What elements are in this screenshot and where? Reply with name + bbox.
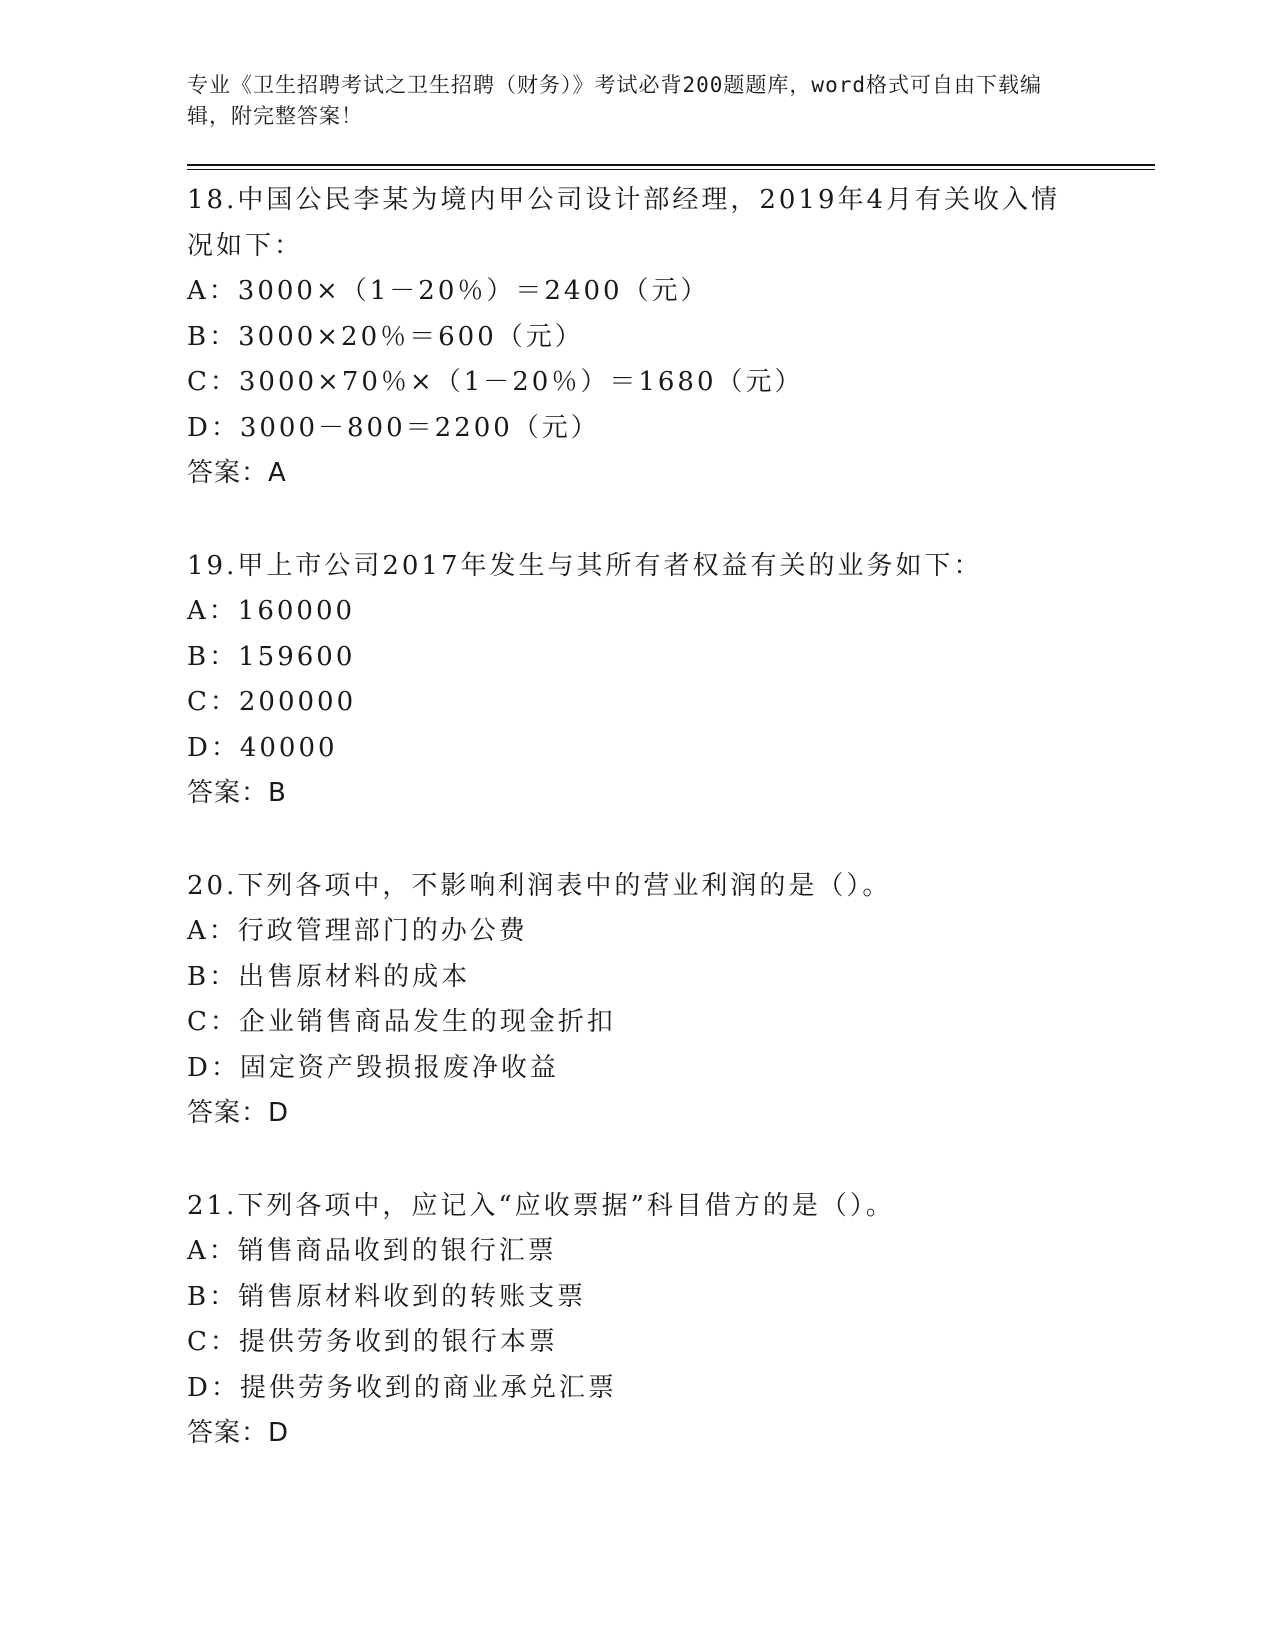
answer-line: 答案：D	[187, 1098, 290, 1128]
option-a: A：3000×（1－20％）＝2400（元）	[187, 276, 710, 306]
option-c: C：提供劳务收到的银行本票	[187, 1327, 558, 1357]
option-a: A：销售商品收到的银行汇票	[187, 1236, 557, 1266]
option-b: B：销售原材料收到的转账支票	[187, 1281, 587, 1312]
question-stem: 18.中国公民李某为境内甲公司设计部经理，2019年4月有关收入情况如下：	[187, 185, 1061, 261]
document-page	[187, 70, 1147, 1504]
answer-line: 答案：A	[187, 458, 287, 488]
option-b: B：159600	[187, 641, 356, 672]
option-d: D：提供劳务收到的商业承兑汇票	[187, 1372, 617, 1403]
question-18	[187, 178, 1147, 497]
answer-line: 答案：D	[187, 1418, 290, 1448]
option-b: B：3000×20％＝600（元）	[187, 321, 584, 352]
option-c: C：企业销售商品发生的现金折扣	[187, 1007, 616, 1037]
question-stem: 19.甲上市公司2017年发生与其所有者权益有关的业务如下：	[187, 550, 983, 581]
answer-line: 答案：B	[187, 778, 287, 808]
question-21	[187, 1184, 1147, 1457]
header-divider	[187, 164, 1155, 170]
question-stem: 21.下列各项中，应记入“应收票据”科目借方的是（）。	[187, 1190, 895, 1221]
question-stem: 20.下列各项中，不影响利润表中的营业利润的是（）。	[187, 870, 892, 901]
question-20	[187, 864, 1147, 1137]
option-c: C：3000×70％×（1－20％）＝1680（元）	[187, 367, 804, 397]
question-list	[187, 178, 1147, 1457]
option-b: B：出售原材料的成本	[187, 961, 471, 992]
option-c: C：200000	[187, 687, 357, 717]
question-19	[187, 544, 1147, 817]
option-d: D：固定资产毁损报废净收益	[187, 1052, 559, 1083]
document-header: 专业《卫生招聘考试之卫生招聘（财务）》考试必背200题题库，word格式可自由下载编辑，附完整答案！	[187, 73, 1042, 128]
option-d: D：40000	[187, 732, 338, 763]
option-a: A：160000	[187, 596, 356, 626]
option-d: D：3000－800＝2200（元）	[187, 412, 600, 443]
option-a: A：行政管理部门的办公费	[187, 916, 528, 946]
